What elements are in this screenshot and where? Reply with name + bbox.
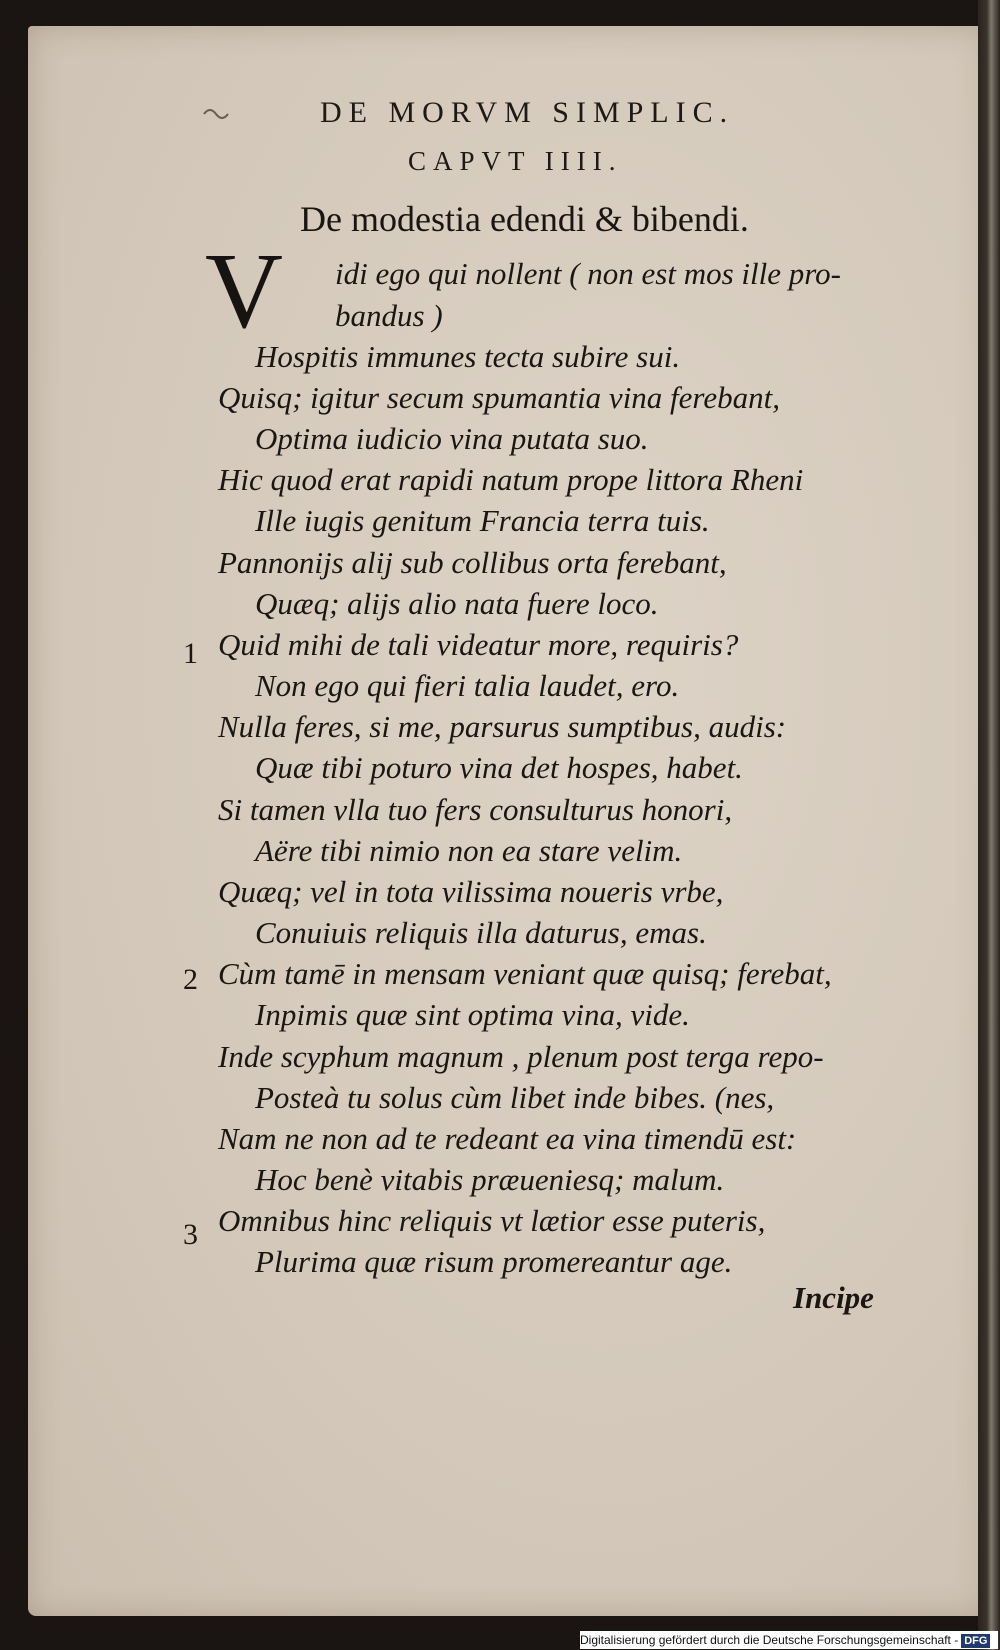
margin-number: 1 <box>183 637 198 670</box>
margin-number: 3 <box>183 1218 198 1251</box>
dfg-logo: DFG <box>961 1634 990 1648</box>
verse-line: Ille iugis genitum Francia terra tuis. <box>255 503 710 538</box>
page-edge <box>978 0 1000 1650</box>
verse-line: Non ego qui fieri talia laudet, ero. <box>255 668 680 703</box>
verse-line: Omnibus hinc reliquis vt lætior esse puteris, <box>218 1203 766 1238</box>
verse-line: Inde scyphum magnum , plenum post terga repo- <box>218 1039 824 1074</box>
chapter-heading: CAPVT IIII. <box>408 146 623 176</box>
verse-line: Nam ne non ad te redeant ea vina timendū est: <box>218 1121 797 1156</box>
margin-number: 2 <box>183 963 198 996</box>
verse-line: Si tamen vlla tuo fers consulturus honori, <box>218 792 733 827</box>
verse-line: Conuiuis reliquis illa daturus, emas. <box>255 915 707 950</box>
section-title: De modestia edendi & bibendi. <box>300 199 749 239</box>
running-head: DE MORVM SIMPLIC. <box>320 96 735 129</box>
verse-line: Aëre tibi nimio non ea stare velim. <box>255 833 683 868</box>
ornament-mark <box>202 104 238 120</box>
verse-line: Quæ tibi poturo vina det hospes, habet. <box>255 750 743 785</box>
verse-line: Posteà tu solus cùm libet inde bibes. (nes, <box>255 1080 775 1115</box>
verse-line: idi ego qui nollent ( non est mos ille pro- <box>335 256 841 291</box>
verse-line: Quisq; igitur secum spumantia vina ferebant, <box>218 380 780 415</box>
verse-line: Nulla feres, si me, parsurus sumptibus, audis: <box>218 709 787 744</box>
footer-text: Digitalisierung gefördert durch die Deutsche Forschungsgemeinschaft - <box>580 1633 959 1647</box>
verse-line: Hospitis immunes tecta subire sui. <box>255 339 681 374</box>
drop-cap: V <box>205 232 283 351</box>
verse-line: Hoc benè vitabis præueniesq; malum. <box>255 1162 725 1197</box>
verse-line: Plurima quæ risum promereantur age. <box>255 1244 733 1279</box>
digitization-footer <box>580 1631 998 1649</box>
verse-line: Quid mihi de tali videatur more, requiris? <box>218 627 739 662</box>
verse-line: Hic quod erat rapidi natum prope littora Rheni <box>218 462 804 497</box>
catchword: Incipe <box>793 1280 874 1315</box>
verse-line: Cùm tamē in mensam veniant quæ quisq; ferebat, <box>218 956 832 991</box>
verse-line: Quæq; vel in tota vilissima noueris vrbe, <box>218 874 724 909</box>
verse-line: Quæq; alijs alio nata fuere loco. <box>255 586 659 621</box>
verse-line: Inpimis quæ sint optima vina, vide. <box>255 997 690 1032</box>
verse-line: Pannonijs alij sub collibus orta ferebant, <box>218 545 727 580</box>
verse-line: bandus ) <box>335 298 443 333</box>
verse-line: Optima iudicio vina putata suo. <box>255 421 649 456</box>
